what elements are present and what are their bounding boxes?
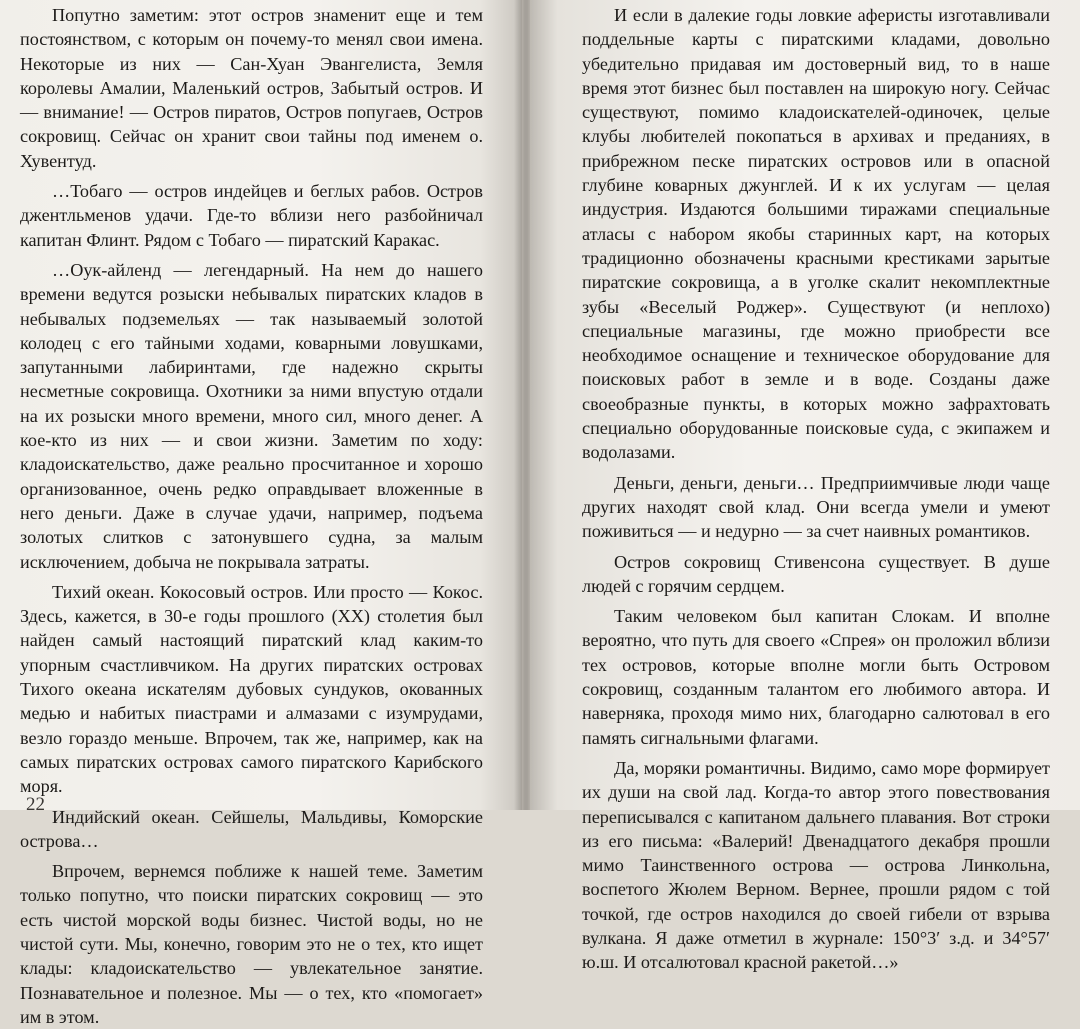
left-page-text xyxy=(20,3,483,1029)
paragraph: Да, моряки романтичны. Видимо, само море формирует их души на свой лад. Когда-то автор этого повествования переписывался с капитаном дальнего плавания. Вот строки из его письма: «Валерий! Двенадцатого декабря прошли мимо Таинственного острова — острова Линкольна, воспетого Жюлем Верном. Вернее, прошли рядом с той точкой, где остров находился до своей гибели от взрыва вулкана. Я даже отметил в журнале: 150°3′ з.д. и 34°57′ ю.ш. И отсалютовал красной ракетой…» xyxy=(582,757,1050,973)
paragraph: …Оук-айленд — легендарный. На нем до нашего времени ведутся розыски небывалых пиратских кладов в небывалых подземельях — так называемый золотой колодец с его тайными ходами, коварными ловушками, запутанными лабиринтами, где надежно скрыты несметные сокровища. Охотники за ними впустую отдали на их розыски много времени, много сил, много денег. А кое-кто из них — и свои жизни. Заметим по ходу: кладоискательство, даже реально просчитанное и хорошо организованное, очень редко оправдывает вложенные в него деньги. Даже в случае удачи, например, подъема золотых слитков с затонувшего судна, за малым исключением, добыча не покрывала затраты. xyxy=(20,259,483,572)
left-page xyxy=(0,0,522,1027)
paragraph: Таким человеком был капитан Слокам. И вполне вероятно, что путь для своего «Спрея» он проложил вблизи тех островов, которые вполне могли быть Островом сокровищ, созданным талантом его любимого автора. И наверняка, проходя мимо них, благодарно салютовал в его память сигнальными флагами. xyxy=(582,606,1050,748)
paragraph: Тихий океан. Кокосовый остров. Или просто — Кокос. Здесь, кажется, в 30-е годы прошлого (XX) столетия был найден самый настоящий пиратский клад каким-то упорным счастливчиком. На других пиратских островах Тихого океана искателям дубовых сундуков, окованных медью и набитых пиастрами и алмазами с изумрудами, везло гораздо меньше. Впрочем, так же, например, как на самых пиратских островах самого пиратского Карибского моря. xyxy=(20,581,483,797)
paragraph: …Тобаго — остров индейцев и беглых рабов. Остров джентльменов удачи. Где-то вблизи него разбойничал капитан Флинт. Рядом с Тобаго — пиратский Каракас. xyxy=(20,181,483,250)
page-number: 22 xyxy=(26,794,45,815)
paragraph: И если в далекие годы ловкие аферисты изготавливали поддельные карты с пиратскими кладами, довольно убедительно придавая им достоверный вид, то в наше время этот бизнес был поставлен на широкую ногу. Сейчас существуют, помимо кладоискателей-одиночек, целые клубы любителей покопаться в архивах и преданиях, в прибрежном песке пиратских островов или в опасной глубине коварных джунглей. И к их услугам — целая индустрия. Издаются большими тиражами специальные атласы с набором якобы старинных карт, на которых традиционно обозначены красными крестиками зарытые пиратские сокровища, а в уголке скалит некомплектные зубы «Веселый Роджер». Существуют (и неплохо) специальные магазины, где можно приобрести все необходимое оснащение и техническое оборудование для поисковых работ в земле и в воде. Созданы даже своеобразные пункты, в которых можно зафрахтовать специально оборудованные поисковые суда, с экипажем и водолазами. xyxy=(582,5,1050,463)
paragraph: Индийский океан. Сейшелы, Мальдивы, Коморские острова… xyxy=(20,806,483,851)
paragraph: Деньги, деньги, деньги… Предприимчивые люди чаще других находят свой клад. Они всегда умели и умеют поживиться — и недурно — за счет наивных романтиков. xyxy=(582,472,1050,542)
paragraph: Впрочем, вернемся поближе к нашей теме. Заметим только попутно, что поиски пиратских сокровищ — это есть чистой морской воды бизнес. Чистой воды, но не чистой сути. Мы, конечно, говорим это не о тех, кто ищет клады: кладоискательство — увлекательное занятие. Познавательное и полезное. Мы — о тех, кто «помогает» им в этом. xyxy=(20,861,483,1027)
right-page-text xyxy=(582,3,1050,975)
paragraph: Остров сокровищ Стивенсона существует. В душе людей с горячим сердцем. xyxy=(582,551,1050,596)
paragraph: Попутно заметим: этот остров знаменит еще и тем постоянством, с которым он почему-то менял свои имена. Некоторые из них — Сан-Хуан Эвангелиста, Земля королевы Амалии, Маленький остров, Забытый остров. И — внимание! — Остров пиратов, Остров попугаев, Остров сокровищ. Сейчас он хранит свои тайны под именем о. Хувентуд. xyxy=(20,5,483,171)
right-page xyxy=(530,0,1080,973)
